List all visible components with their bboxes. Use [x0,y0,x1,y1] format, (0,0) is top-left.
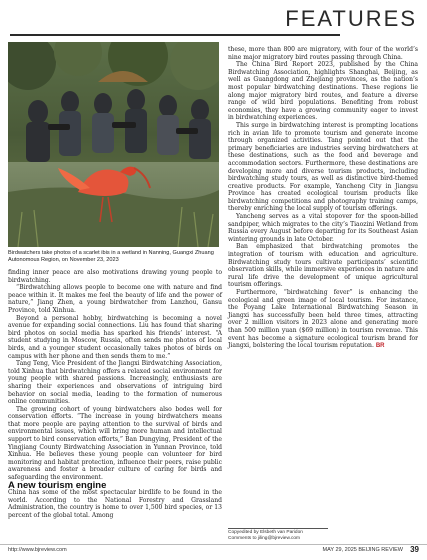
footer-rule [0,544,427,545]
paragraph: Beyond a personal hobby, birdwatching is becoming a novel avenue for expanding social connections. Liu has found that sharing bird photos on social media has sparked his friends’ interest. “A student studying in Moscow, Russia, often sends me photos of local birds, and a younger student occasionally takes photos of birds on campus with her phone and then sends them to me.” [8,314,222,360]
footer-issue: MAY 29, 2025 BEIJING REVIEW [322,547,403,553]
paragraph: The China Bird Report 2023, published by the China Birdwatching Association, highlights Shanghai, Beijing, as well as Guangdong and Zhejiang provinces, as the nation’s most popular birdwatching destinations. These regions lie along major migratory bird routes, and feature a diverse range of wild bird populations. Benefiting from robust economies, they have a growing community eager to invest in birdwatching experiences. [228,61,418,122]
paragraph: these, more than 800 are migratory, with four of the world’s nine major migratory bird routes passing through China. [228,46,418,61]
comments-email: Comments to jiling@bjreview.com [228,536,301,541]
left-column [8,269,222,520]
section-subhead: A new tourism engine [8,479,107,491]
credits-rule [228,528,328,529]
section-title: FEATURES [285,6,417,31]
footer-url[interactable]: http://www.bjreview.com [8,547,67,553]
paragraph: Ban emphasized that birdwatching promotes the integration of tourism with education and agriculture. Birdwatching study tours cultivate participants’ scientific observation skills, while immersive experiences in nature and rural life drive the development of unique agricultural tourism offerings. [228,243,418,289]
page-number: 39 [410,545,419,554]
paragraph [228,289,418,351]
paragraph: The growing cohort of young birdwatchers also bodes well for conservation efforts. “The increase in young birdwatchers means that more people are paying attention to the survival of birds and environmental issues, which will bring more human and intellectual support to bird conservation efforts,” Ban Dungying, President of the Yingjiang County Birdwatching Association in Yunnan Province, told Xinhua. He believes these young people can volunteer for bird monitoring and habitat protection, influence their peers, raise public awareness and foster a broader culture of caring for birds and safeguarding the environment. [8,405,222,482]
paragraph: China has some of the most spectacular birdlife to be found in the world. According to the National Forestry and Grassland Administration, the country is home to over 1,500 bird species, or 13 percent of the global total. Among [8,489,222,519]
paragraph-text: Furthermore, “birdwatching fever” is enhancing the ecological and green image of local tourism. For instance, the Poyang Lake International Birdwatching Season in Jiangxi has successfully been held three times, attracting over 2 million visitors in 2023 alone and generating more than 500 million yuan ($69 million) in tourism revenue. This event has become a signature ecological tourism brand for Jiangxi, bolstering the local tourism reputation. [228,289,418,350]
paragraph: Tang Teng, Vice President of the Jiangxi Birdwatching Association, told Xinhua that birdwatching offers a relaxed social environment for young people with shared passions. Increasingly, enthusiasts are sharing their experiences and observations of intriguing bird behavior on social media, leading to the formation of numerous online communities. [8,360,222,406]
article-photo [8,42,219,247]
right-column [228,46,418,351]
header-rule [10,34,340,36]
birdwatchers-photo-illustration [8,42,219,247]
section-header [0,0,427,36]
paragraph: Yancheng serves as a vital stopover for the spoon-billed sandpiper, which migrates to the city’s Tiaozini Wetland from Russia every August before departing for its Southeast Asian wintering grounds in late October. [228,213,418,243]
paragraph: finding inner peace are also motivations drawing young people to birdwatching. [8,269,222,284]
copyeditor-credit: Copyedited by Elsbeth van Paridon [228,530,303,535]
credits [228,530,303,542]
end-mark: BR [375,343,385,350]
photo-caption: Birdwatchers take photos of a scarlet ibis in a wetland in Nanning, Guangxi Zhuang Autonomous Region, on November 23, 2023 [8,250,214,263]
paragraph: “Birdwatching allows people to become one with nature and find peace within it. It makes me feel the beauty of life and the power of nature,” Jiang Zhen, a young birdwatcher from Lanzhou, Gansu Province, told Xinhua. [8,284,222,314]
paragraph: This surge in birdwatching interest is prompting locations rich in avian life to promote tourism and generate income through organized activities. Tang pointed out that the primary beneficiaries are industries serving birdwatchers at these destinations, such as the food and beverage and accommodation sectors. Furthermore, these destinations are developing more and diverse tourism products, including birdwatching study tours, as well as distinctive bird-themed creative products. For example, Yancheng City in Jiangsu Province has created ecological tourism products like birdwatching competitions and photography training camps, thereby enriching the local supply of tourism offerings. [228,121,418,213]
